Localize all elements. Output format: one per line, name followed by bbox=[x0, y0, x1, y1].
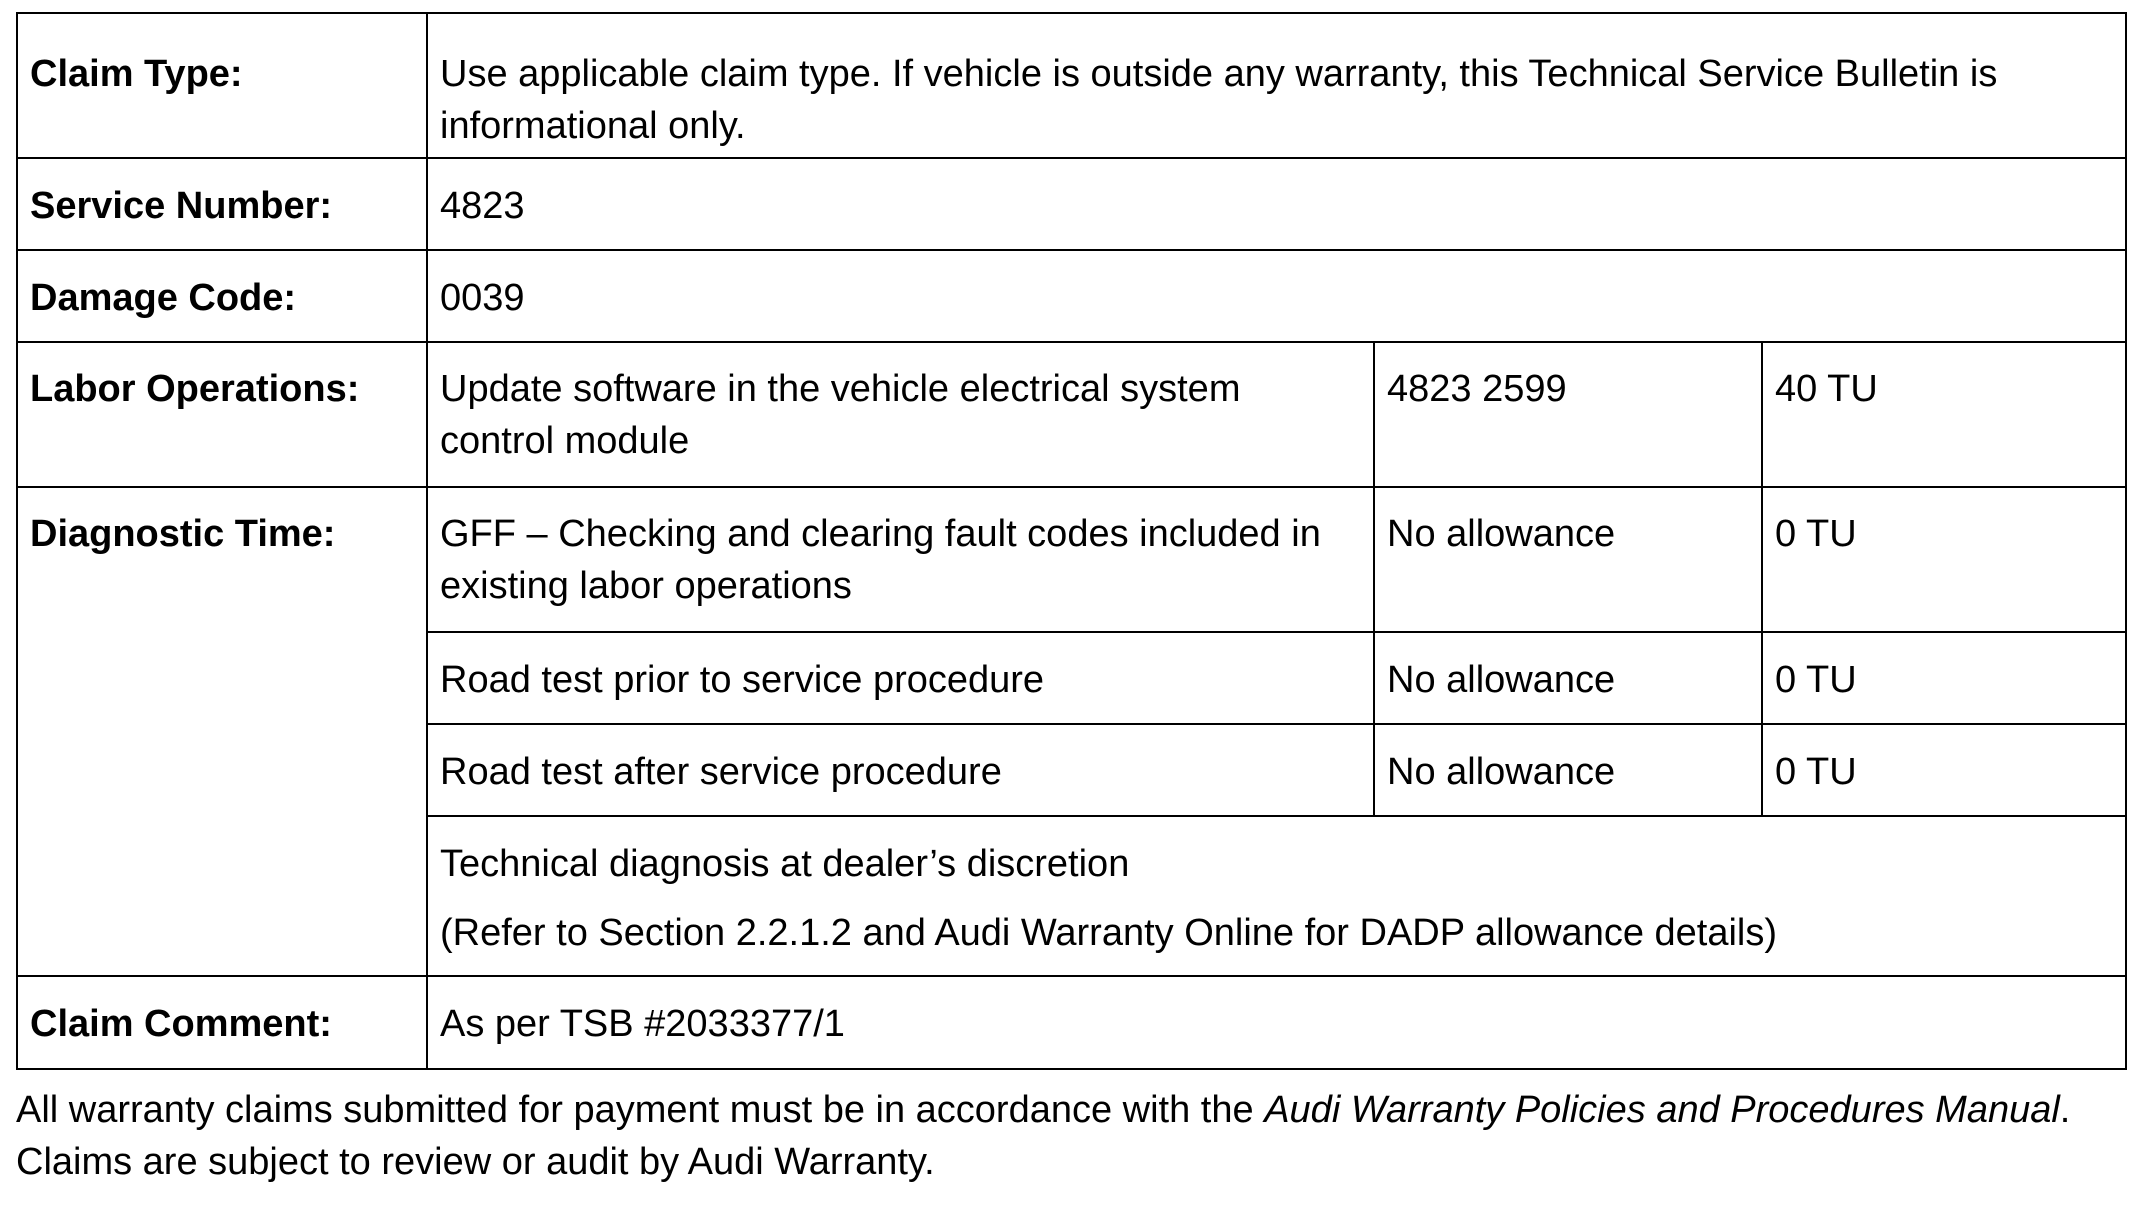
warranty-document bbox=[16, 12, 2125, 1226]
diagnostic-description: GFF – Checking and clearing fault codes included in existing labor operations bbox=[427, 487, 1374, 632]
labor-operations-row bbox=[17, 342, 2126, 487]
dadp-reference-note: (Refer to Section 2.2.1.2 and Audi Warranty Online for DADP allowance details) bbox=[440, 912, 1778, 954]
labor-operation-time: 40 TU bbox=[1762, 342, 2126, 487]
diagnostic-allowance: No allowance bbox=[1374, 632, 1762, 724]
diagnostic-allowance: No allowance bbox=[1374, 487, 1762, 632]
dealer-discretion-cell bbox=[427, 816, 2126, 976]
footer-text-before: All warranty claims submitted for payment must be in accordance with the bbox=[16, 1089, 1265, 1131]
warranty-claim-table bbox=[16, 12, 2127, 1070]
service-number-value: 4823 bbox=[427, 158, 2126, 250]
service-number-label: Service Number: bbox=[17, 158, 427, 250]
diagnostic-description: Road test after service procedure bbox=[427, 724, 1374, 816]
footer-text-after: . Claims are subject to review or audit by Audi Warranty. bbox=[16, 1089, 2071, 1183]
warranty-footer-note bbox=[16, 1084, 2125, 1188]
diagnostic-time-label: Diagnostic Time: bbox=[17, 487, 427, 976]
claim-comment-value: As per TSB #2033377/1 bbox=[427, 976, 2126, 1069]
claim-type-label: Claim Type: bbox=[17, 13, 427, 158]
labor-operations-label: Labor Operations: bbox=[17, 342, 427, 487]
labor-operation-code: 4823 2599 bbox=[1374, 342, 1762, 487]
labor-operation-description: Update software in the vehicle electrical system control module bbox=[427, 342, 1374, 487]
claim-type-row bbox=[17, 13, 2126, 158]
damage-code-row bbox=[17, 250, 2126, 342]
service-number-row bbox=[17, 158, 2126, 250]
dealer-discretion-text: Technical diagnosis at dealer’s discretion bbox=[440, 843, 1130, 885]
diagnostic-description: Road test prior to service procedure bbox=[427, 632, 1374, 724]
claim-comment-label: Claim Comment: bbox=[17, 976, 427, 1069]
diagnostic-time-value: 0 TU bbox=[1762, 632, 2126, 724]
diagnostic-time-value: 0 TU bbox=[1762, 487, 2126, 632]
diagnostic-time-value: 0 TU bbox=[1762, 724, 2126, 816]
diagnostic-allowance: No allowance bbox=[1374, 724, 1762, 816]
damage-code-value: 0039 bbox=[427, 250, 2126, 342]
diagnostic-row bbox=[17, 487, 2126, 632]
warranty-manual-title: Audi Warranty Policies and Procedures Manual bbox=[1264, 1089, 2060, 1131]
claim-type-value: Use applicable claim type. If vehicle is outside any warranty, this Technical Service Bulletin is informational only. bbox=[427, 13, 2126, 158]
claim-comment-row bbox=[17, 976, 2126, 1069]
damage-code-label: Damage Code: bbox=[17, 250, 427, 342]
